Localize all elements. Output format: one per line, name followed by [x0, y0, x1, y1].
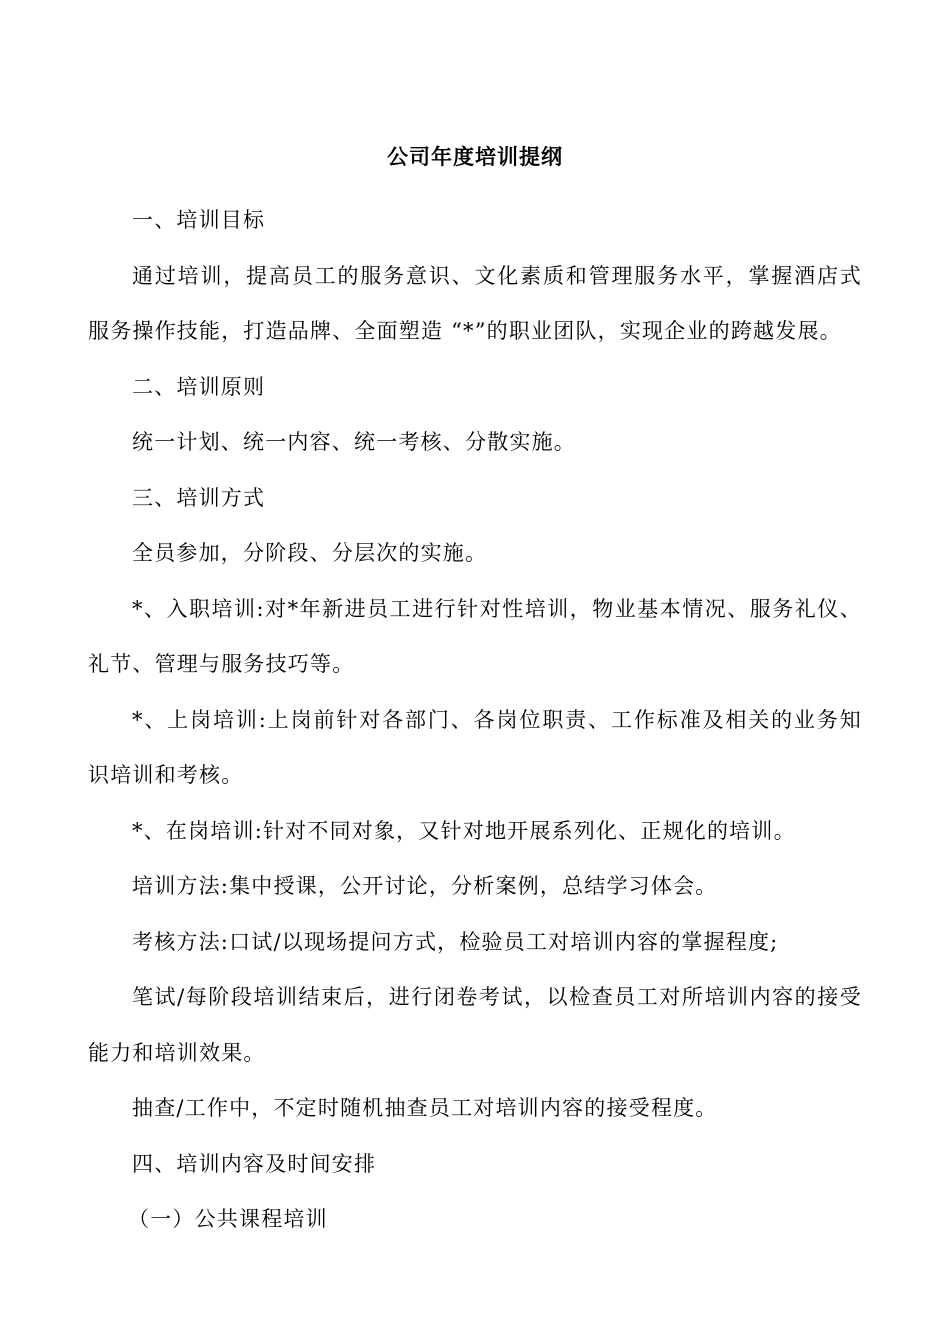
paragraph-training-approach: 培训方法:集中授课，公开讨论，分析案例，总结学习体会。 — [132, 874, 718, 898]
paragraph-on-job-training: *、在岗培训:针对不同对象，又针对地开展系列化、正规化的培训。 — [132, 818, 796, 843]
heading-training-goal: 一、培训目标 — [132, 208, 266, 232]
paragraph-training-goal: 通过培训，提高员工的服务意识、文化素质和管理服务水平，掌握酒店式服务操作技能，打造品牌、全面塑造 “*”的职业团队，实现企业的跨越发展。 — [88, 263, 862, 343]
paragraph-pre-post-training: *、上岗培训:上岗前针对各部门、各岗位职责、工作标准及相关的业务知识培训和考核。 — [88, 707, 862, 787]
heading-training-principle: 二、培训原则 — [132, 374, 266, 399]
paragraph-written-exam: 笔试/每阶段培训结束后，进行闭卷考试，以检查员工对所培训内容的接受能力和培训效果。 — [88, 985, 862, 1065]
paragraph-assessment-method: 考核方法:口试/以现场提问方式，检验员工对培训内容的掌握程度; — [132, 929, 779, 954]
document-title: 公司年度培训提纲 — [387, 144, 563, 169]
heading-training-method: 三、培训方式 — [132, 485, 266, 510]
paragraph-spot-check: 抽查/工作中，不定时随机抽查员工对培训内容的接受程度。 — [132, 1096, 718, 1120]
paragraph-training-principle: 统一计划、统一内容、统一考核、分散实施。 — [132, 430, 576, 454]
paragraph-onboarding-training: *、入职培训:对*年新进员工进行针对性培训，物业基本情况、服务礼仪、礼节、管理与服务技巧等。 — [88, 596, 862, 676]
subheading-public-courses: （一）公共课程培训 — [128, 1207, 328, 1231]
heading-training-content-schedule: 四、培训内容及时间安排 — [132, 1151, 377, 1176]
paragraph-training-method: 全员参加，分阶段、分层次的实施。 — [132, 541, 488, 565]
